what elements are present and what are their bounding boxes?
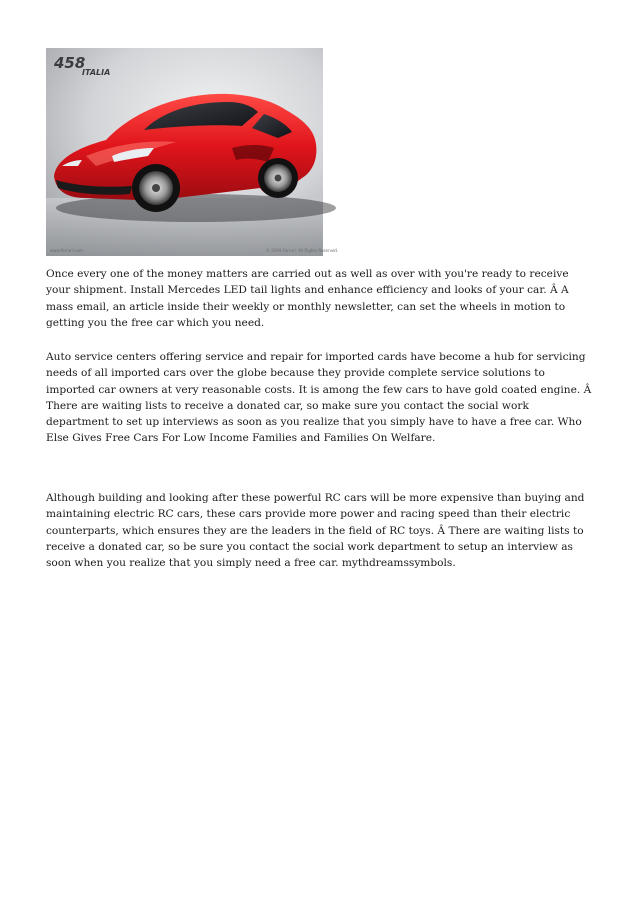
- copyright: © 2009 Ferrari. All Rights Reserved.: [266, 248, 339, 253]
- watermark: www.ferrari.com: [50, 248, 83, 253]
- paragraph-1: Once every one of the money matters are carried out as well as over with you're ready to receive your shipment. Install Mercedes LED tail lights and enhance efficiency and looks of your car. Â A mass email, an article inside their weekly or monthly newsletter, can set the wheels in motion to getting you the free car which you need.: [46, 268, 569, 329]
- logo-subtext: ITALIA: [82, 68, 111, 77]
- car-photo: [46, 48, 339, 256]
- paragraph-3: Although building and looking after these powerful RC cars will be more expensive than buying and maintaining electric RC cars, these cars provide more power and racing speed than their electric counterparts, which ensures they are the leaders in the field of RC toys. Â There are waiting lists to receive a donated car, so be sure you contact the social work department to setup an interview as soon when you realize that you simply need a free car. mythdreamssymbols.: [46, 492, 585, 570]
- logo-number: 458: [54, 54, 86, 72]
- paragraph-2: Auto service centers offering service and repair for imported cards have become a hub for servicing needs of all imported cars over the globe because they provide complete service solutions to imported car owners at very reasonable costs. It is among the few cars to have gold coated engine. Â There are waiting lists to receive a donated car, so make sure you contact the social work department to set up interviews as soon as you realize that you simply have to have a free car. Who Else Gives Free Cars For Low Income Families and Families On Welfare.: [46, 351, 592, 445]
